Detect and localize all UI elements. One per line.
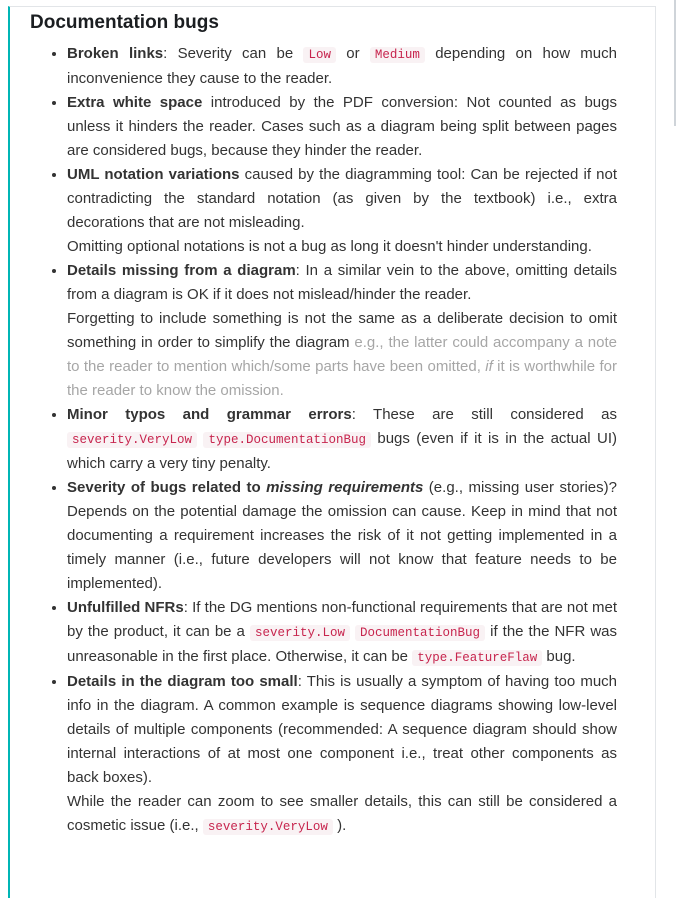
text-segment: UML notation variations	[67, 166, 240, 183]
text-segment: depending on how much inconvenience they cause to the reader.	[67, 45, 617, 87]
inline-code: type.FeatureFlaw	[412, 650, 542, 666]
text-segment: introduced by the PDF conversion: Not counted as bugs unless it hinders the reader. Cases such as a diagram being split between pages are considered bugs, because they hinder the reader.	[67, 94, 617, 159]
text-segment: if the the NFR was unreasonable in the first place. Otherwise, it can be	[67, 623, 618, 665]
text-segment: if	[485, 358, 493, 375]
inline-code: severity.VeryLow	[203, 819, 333, 835]
text-segment: Broken links	[67, 45, 164, 62]
bug-list-item	[67, 476, 617, 596]
text-segment: : This is usually a symptom of having too much info in the diagram. A common example is sequence diagrams showing low-level details of multiple components (recommended: A sequence diagram should show internal interactions of at most one component i.e., treat other components as back boxes).	[67, 673, 617, 786]
text-segment: : If the DG mentions non-functional requirements that are not met by the product, it can be a	[67, 599, 617, 640]
text-segment: Unfulfilled NFRs	[67, 599, 184, 616]
text-segment: Minor typos and grammar errors	[67, 406, 352, 423]
text-segment: ).	[332, 817, 347, 834]
text-segment: : Severity can be	[163, 45, 304, 62]
text-segment: : These are still considered as	[351, 406, 617, 423]
text-segment: Forgetting to include something is not the same as a deliberate decision to omit something in order to simplify the diagram	[67, 310, 617, 351]
text-segment: e.g., the latter could accompany a note to the reader to mention which/some parts have been omitted,	[67, 334, 617, 375]
text-segment: it is worthwhile for the reader to know the omission.	[67, 358, 617, 399]
scrollbar-thumb[interactable]	[674, 0, 676, 126]
text-segment: caused by the diagramming tool: Can be rejected if not contradicting the standard notation (as given by the textbook) i.e., extra decorations that are not misleading.	[67, 166, 617, 231]
text-segment: bug.	[542, 648, 576, 665]
page-title: Documentation bugs	[30, 12, 219, 33]
text-segment: bugs (even if it is in the actual UI) which carry a very tiny penalty.	[67, 430, 618, 472]
bug-list-item	[67, 163, 617, 259]
bug-list	[30, 42, 617, 839]
inline-code: Low	[303, 47, 336, 63]
bug-list-item	[67, 91, 617, 163]
text-segment: or	[336, 45, 370, 62]
inline-code: severity.VeryLow	[67, 432, 197, 448]
text-segment: (e.g., missing user stories)? Depends on the potential damage the omission can cause. Keep in mind that not documenting a requirement increases the risk of it not getting implemented in a timely manner (i.e., future developers will not know that feature needs to be implemented).	[67, 479, 617, 592]
content-panel	[8, 6, 656, 898]
inline-code: Medium	[370, 47, 425, 63]
text-segment: Details in the diagram too small	[67, 673, 298, 690]
bug-list-item	[67, 259, 617, 403]
bug-list-item	[67, 596, 617, 670]
bug-list-item	[67, 42, 617, 91]
bug-list-item	[67, 670, 617, 839]
inline-code: type.DocumentationBug	[203, 432, 371, 448]
text-segment: While the reader can zoom to see smaller details, this can still be considered a cosmetic issue (i.e.,	[67, 793, 617, 834]
text-segment: Extra white space	[67, 94, 203, 111]
bug-list-item	[67, 403, 617, 476]
text-segment: : In a similar vein to the above, omitting details from a diagram is OK if it does not mislead/hinder the reader.	[67, 262, 617, 303]
inline-code: DocumentationBug	[355, 625, 485, 641]
text-segment: Severity of bugs related to	[67, 479, 267, 496]
inline-code: severity.Low	[250, 625, 350, 641]
text-segment: Omitting optional notations is not a bug as long it doesn't hinder understanding.	[67, 238, 592, 255]
text-segment: missing requirements	[266, 479, 424, 496]
text-segment: Details missing from a diagram	[67, 262, 296, 279]
